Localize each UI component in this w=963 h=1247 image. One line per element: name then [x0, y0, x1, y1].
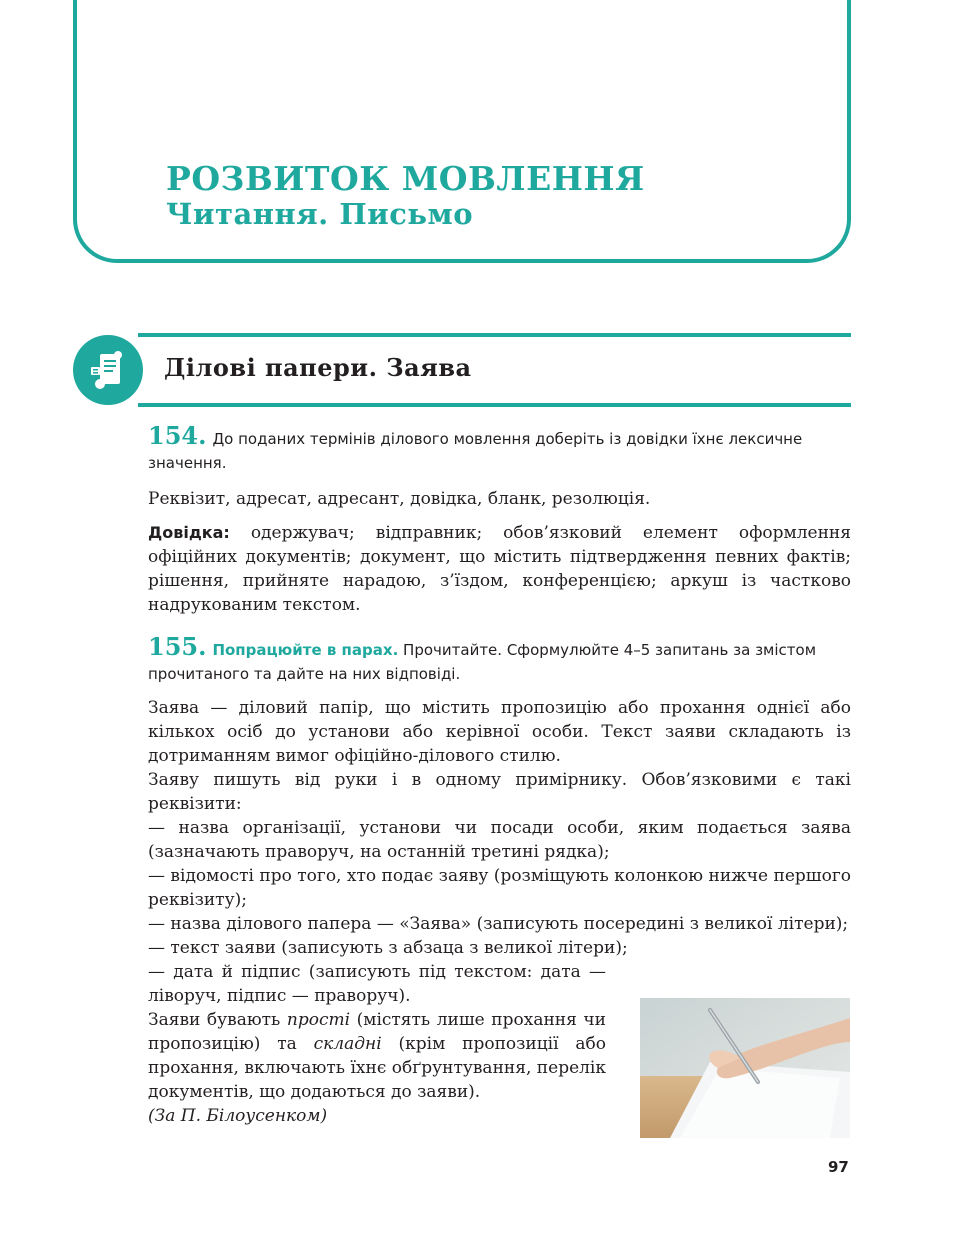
text-paragraph: Заяву пишуть від руки і в одному примірнику. Обов’язковими є такі реквізити:	[148, 770, 851, 814]
italic-term: прості	[286, 1010, 351, 1030]
pair-work-label: Попрацюйте в парах.	[212, 641, 399, 659]
scroll-document-icon	[73, 335, 143, 405]
help-text: одержувач; відправник; обов’язковий елемент оформлення офіційних документів; документ, що містить підтвердження певних фактів; рішення, прийняте нарадою, з’їздом, конференцією; аркуш із частково надрукованим текстом.	[148, 523, 851, 615]
text-paragraph	[148, 1008, 606, 1104]
section-rule-bottom	[138, 403, 851, 407]
chapter-subtitle: Читання. Письмо	[166, 197, 474, 231]
text-source: (За П. Білоусенком)	[148, 1106, 328, 1126]
list-item: — дата й підпис (записують під текстом: дата — ліворуч, підпис — праворуч).	[148, 962, 606, 1006]
text-fragment: (крім пропозиції або прохання, включають їхнє обґрунтування, перелік документів, що додаються до заяви).	[148, 1034, 606, 1102]
exercise-number: 154.	[148, 421, 207, 450]
exercise-154-instruction: До поданих термінів ділового мовлення доберіть із довідки їхнє лексичне значення.	[148, 430, 803, 472]
list-item: — відомості про того, хто подає заяву (розміщують колонкою нижче першого реквізиту);	[148, 866, 851, 910]
list-item: — назва організації, установи чи посади особи, яким подається заява (зазначають праворуч, на останній третині рядка);	[148, 818, 851, 862]
exercise-154-terms: Реквізит, адресат, адресант, довідка, бланк, резолюція.	[148, 489, 651, 509]
section-header	[73, 333, 851, 407]
chapter-title: РОЗВИТОК МОВЛЕННЯ	[166, 159, 645, 198]
exercise-number: 155.	[148, 632, 207, 661]
text-fragment: (містять лише прохання чи пропозицію) та	[148, 1010, 606, 1054]
text-paragraph: Заява — діловий папір, що містить пропозицію або прохання однієї або кількох осіб до установи або керівної особи. Текст заяви складають із дотриманням вимог офіційно-ділового стилю.	[148, 698, 851, 766]
section-rule-top	[138, 333, 851, 337]
writing-hand-photo	[640, 998, 850, 1138]
italic-term: складні	[313, 1034, 382, 1054]
exercise-154-task	[148, 421, 851, 475]
page-number: 97	[828, 1158, 849, 1176]
exercise-155-instruction: Прочитайте. Сформулюйте 4–5 запитань за змістом прочитаного та дайте на них відповіді.	[148, 641, 817, 683]
text-fragment: Заяви бувають	[148, 1010, 287, 1030]
exercise-155-task	[148, 632, 851, 686]
exercise-154-help	[148, 521, 851, 617]
list-item: — текст заяви (записують з абзаца з великої літери);	[148, 938, 628, 958]
help-label: Довідка:	[148, 523, 230, 542]
list-item: — назва ділового папера — «Заява» (записують посередині з великої літери);	[148, 914, 849, 934]
section-title: Ділові папери. Заява	[164, 353, 472, 382]
